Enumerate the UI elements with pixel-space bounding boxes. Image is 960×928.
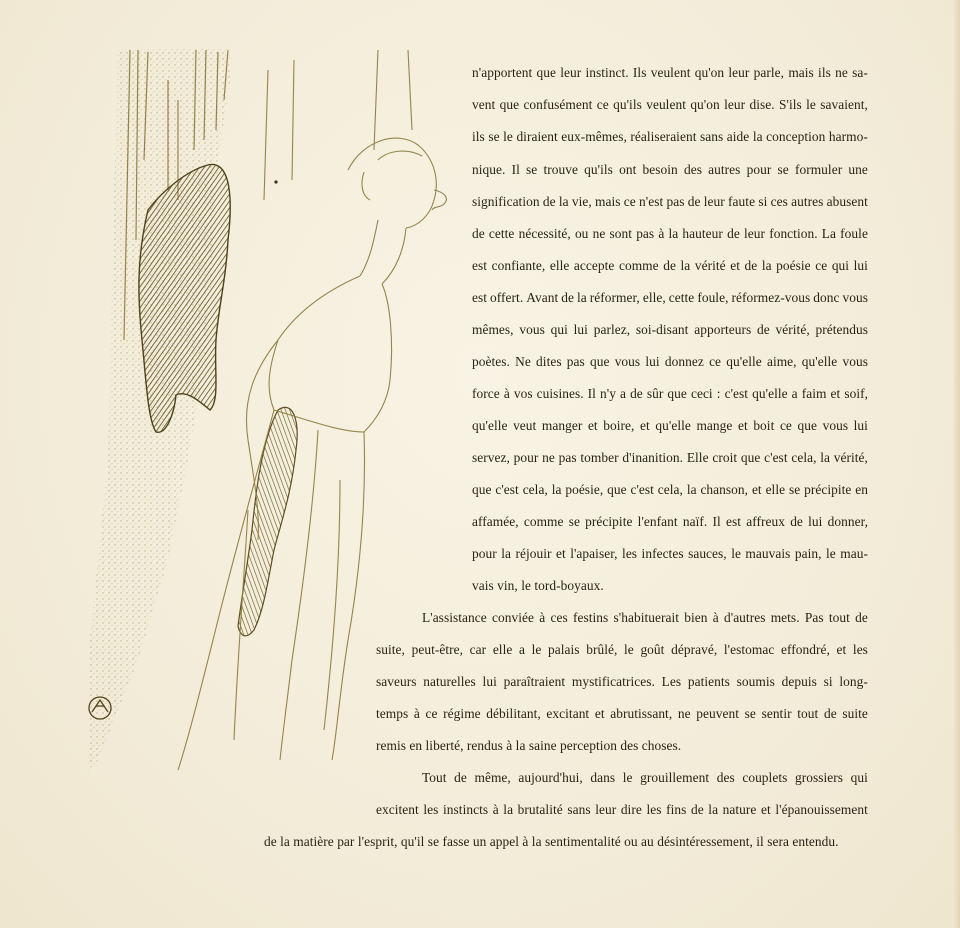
text-line: de la matière par l'esprit, qu'il se fasse un appel à la sentimentalité ou au désintéressement, il sera entendu. [264, 834, 839, 849]
text-line: de cette nécessité, ou ne sont pas à la hauteur de leur fonction. La foule [472, 226, 868, 241]
text-line: nique. Il se trouve qu'ils ont besoin des autres pour se formuler une [472, 162, 868, 177]
text-line: n'apportent que leur instinct. Ils veulent qu'on leur parle, mais ils ne sa- [472, 65, 868, 80]
text-line: vent que confusément ce qu'ils veulent qu'on leur dise. S'ils le savaient, [472, 97, 868, 112]
text-line: que c'est cela, la poésie, que c'est cela, la chanson, et elle se précipite en [472, 482, 868, 497]
text-line: est offert. Avant de la réformer, elle, cette foule, réformez-vous donc vous [472, 290, 868, 305]
text-line: signification de la vie, mais ce n'est pas de leur faute si ces autres abusent [472, 194, 868, 209]
text-line: qu'elle veut manger et boire, et qu'elle mange et boit ce que vous lui [472, 418, 868, 433]
text-line: ils se le diraient eux-mêmes, réaliseraient sans aide la conception harmo- [472, 129, 868, 144]
text-line: suite, peut-être, car elle a le palais brûlé, le goût dépravé, l'estomac effondré, et les [376, 642, 868, 657]
text-line: excitent les instincts à la brutalité sans leur dire les fins de la nature et l'épanouissement [376, 802, 868, 817]
text-line: remis en liberté, rendus à la saine perception des choses. [376, 738, 682, 753]
text-line: L'assistance conviée à ces festins s'habituerait bien à d'autres mets. Pas tout de [422, 610, 868, 625]
text-line: saveurs naturelles lui paraîtraient mystificatrices. Les patients soumis depuis si long- [376, 674, 868, 689]
text-line: est confiante, elle accepte comme de la vérité et de la poésie ce qui lui [472, 258, 868, 273]
text-line: force à vos cuisines. Il n'y a de sûr que ceci : c'est qu'elle a faim et soif, [472, 386, 868, 401]
text-line: servez, pour ne pas tomber d'inanition. Elle croit que c'est cela, la vérité, [472, 450, 868, 465]
text-line: Tout de même, aujourd'hui, dans le grouillement des couplets grossiers qui [422, 770, 868, 785]
text-line: vais vin, le tord-boyaux. [472, 578, 604, 593]
text-line: poètes. Ne dites pas que vous lui donnez ce qu'elle aime, qu'elle vous [472, 354, 868, 369]
text-line: affamée, comme se précipite l'enfant naïf. Il est affreux de lui donner, [472, 514, 868, 529]
text-line: mêmes, vous qui lui parlez, soi-disant apporteurs de vérité, prétendus [472, 322, 868, 337]
text-line: temps à ce régime débilitant, excitant et abrutissant, ne peuvent se sentir tout de suite [376, 706, 868, 721]
text-line: pour la réjouir et l'apaiser, les infectes sauces, le mauvais pain, le mau- [472, 546, 868, 561]
